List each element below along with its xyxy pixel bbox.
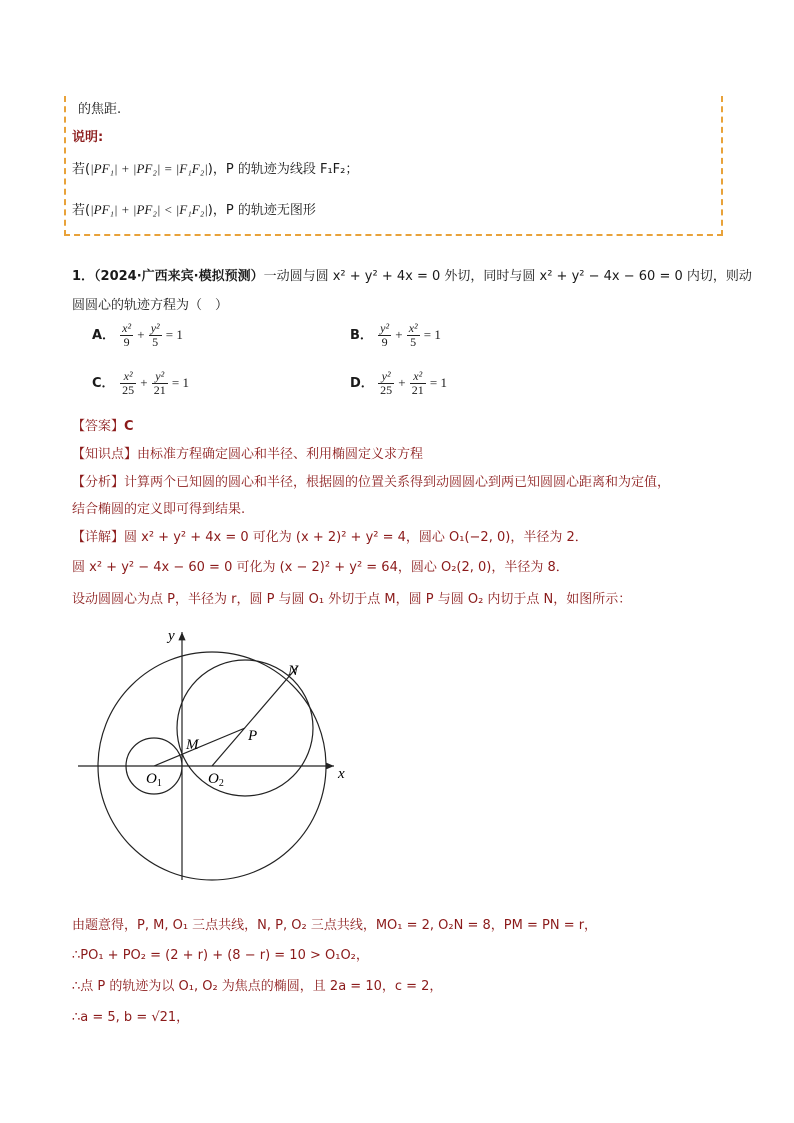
question-text1: 一动圆与圆 x² + y² + 4x = 0 外切，同时与圆 x² + y² − 4x − 60 = 0 内切，则动 — [263, 269, 752, 284]
label-o1 — [146, 771, 162, 789]
option-d-rhs: = 1 — [429, 375, 447, 390]
analysis-tag: 【分析】 — [72, 475, 125, 490]
option-a-rhs: = 1 — [165, 327, 183, 342]
cond2-prefix: 若( — [72, 203, 91, 218]
option-c-n2: y² — [152, 370, 168, 384]
question-line2: 圆圆心的轨迹方程为（ ） — [72, 298, 229, 313]
option-b-d2: 5 — [410, 335, 417, 349]
detail-line3: 设动圆圆心为点 P，半径为 r，圆 P 与圆 O₁ 外切于点 M，圆 P 与圆 O₂ 内切于点 N，如图所示： — [72, 592, 632, 607]
option-d-d2: 21 — [411, 383, 424, 397]
label-p: P — [248, 728, 258, 744]
box-line1: 的焦距. — [78, 102, 122, 117]
label-o2 — [208, 771, 224, 789]
cond1-suffix: )，P 的轨迹为线段 F₁F₂； — [207, 162, 359, 177]
label-n: N — [288, 663, 299, 679]
cond2-math: |PF₁| + |PF₂| < |F₁F₂| — [90, 202, 208, 217]
label-o1-sub: 1 — [156, 778, 162, 789]
detail-tag: 【详解】 — [72, 530, 125, 545]
option-a-d2: 5 — [152, 335, 159, 349]
option-c-d2: 21 — [153, 383, 166, 397]
option-b-label: B． — [350, 328, 373, 343]
option-a-d1: 9 — [123, 335, 130, 349]
option-c-label: C． — [92, 376, 115, 391]
knowledge-tag: 【知识点】 — [72, 447, 138, 462]
step-3: ∴点 P 的轨迹为以 O₁, O₂ 为焦点的椭圆，且 2a = 10，c = 2， — [72, 979, 443, 994]
segment-o2-n — [212, 666, 298, 766]
option-a-n1: x² — [122, 321, 132, 335]
note-label: 说明: — [72, 130, 104, 145]
option-a: A． $\frac{\text{x²}}{9}$ + $\frac{\text{y²}}{5}$ = 1 — [92, 321, 183, 349]
segment-o1-p — [154, 728, 245, 766]
option-a-label: A． — [92, 328, 116, 343]
question-number: 1． — [72, 269, 95, 284]
detail-text1: 圆 x² + y² + 4x = 0 可化为 (x + 2)² + y² = 4，圆心 O₁(−2, 0)，半径为 2． — [124, 530, 588, 545]
option-b: B． $\frac{\text{y²}}{9}$ + $\frac{\text{x²}}{5}$ = 1 — [350, 321, 441, 349]
answer-value: C — [124, 419, 134, 434]
option-d-n2: x² — [410, 370, 426, 384]
question-source: （2024·广西来宾·模拟预测） — [94, 269, 264, 284]
detail-line2: 圆 x² + y² − 4x − 60 = 0 可化为 (x − 2)² + y² = 64，圆心 O₂(2, 0)，半径为 8． — [72, 560, 569, 575]
option-a-n2: y² — [150, 321, 160, 335]
step-2: ∴PO₁ + PO₂ = (2 + r) + (8 − r) = 10 > O₁O₂， — [72, 948, 369, 963]
step-4: ∴a = 5, b = √21， — [72, 1010, 190, 1025]
y-label: y — [168, 628, 175, 644]
option-d: D． $\frac{\text{y²}}{25}$ + $\frac{\text{x²}}{21}$ = 1 — [350, 369, 447, 397]
option-d-n1: y² — [378, 370, 394, 384]
option-d-label: D． — [350, 376, 374, 391]
knowledge-text: 由标准方程确定圆心和半径、利用椭圆定义求方程 — [137, 447, 424, 462]
cond1-prefix: 若( — [72, 162, 91, 177]
answer-tag: 【答案】 — [72, 419, 125, 434]
label-o2-sub: 2 — [218, 778, 224, 789]
option-b-rhs: = 1 — [423, 327, 441, 342]
option-b-n1: y² — [380, 321, 390, 335]
option-c: C． $\frac{\text{x²}}{25}$ + $\frac{\text{y²}}{21}$ = 1 — [92, 369, 189, 397]
option-c-n1: x² — [120, 370, 136, 384]
label-o1-main: O — [146, 771, 157, 787]
cond1-math: |PF₁| + |PF₂| = |F₁F₂| — [90, 161, 208, 176]
analysis-text1: 计算两个已知圆的圆心和半径，根据圆的位置关系得到动圆圆心到两已知圆圆心距离和为定值， — [124, 475, 671, 490]
x-label: x — [338, 766, 345, 782]
analysis-line2: 结合椭圆的定义即可得到结果. — [72, 502, 246, 517]
cond2-suffix: )，P 的轨迹无图形 — [207, 203, 316, 218]
option-b-d1: 9 — [381, 335, 388, 349]
step-1: 由题意得，P, M, O₁ 三点共线，N, P, O₂ 三点共线，MO₁ = 2, O₂N = 8，PM = PN = r， — [72, 918, 598, 933]
option-c-d1: 25 — [122, 383, 135, 397]
label-m: M — [186, 737, 199, 753]
option-b-n2: x² — [408, 321, 418, 335]
label-o2-main: O — [208, 771, 219, 787]
option-c-rhs: = 1 — [171, 375, 189, 390]
option-d-d1: 25 — [380, 383, 393, 397]
